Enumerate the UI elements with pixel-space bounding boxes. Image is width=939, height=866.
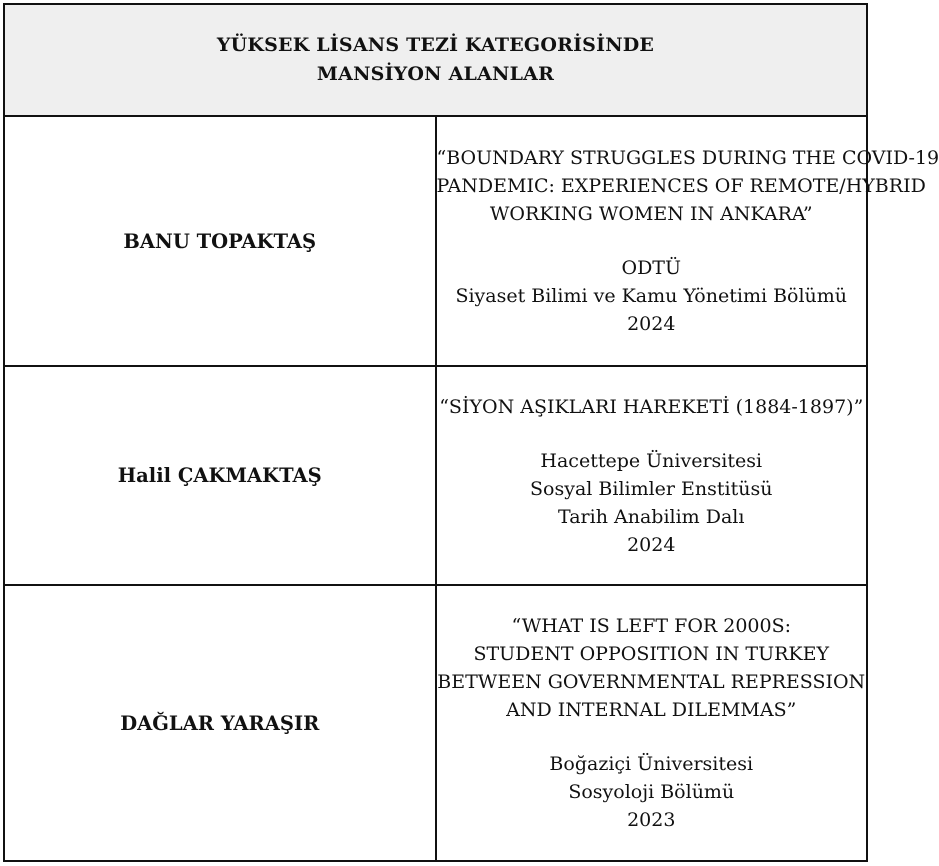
affiliation-line: 2024 — [627, 313, 676, 335]
thesis-title-line: WORKING WOMEN IN ANKARA” — [489, 203, 813, 225]
affiliation-line: Sosyoloji Bölümü — [568, 781, 735, 803]
table-row — [4, 116, 867, 366]
spacer — [437, 228, 867, 254]
page-title — [5, 31, 866, 89]
table-row — [4, 366, 867, 585]
award-table — [3, 3, 939, 862]
header-row — [4, 4, 867, 116]
recipient-name: DAĞLAR YARAŞIR — [4, 585, 436, 861]
thesis-title-line: AND INTERNAL DILEMMAS” — [506, 699, 797, 721]
spacer — [437, 724, 867, 750]
affiliation-line: Siyaset Bilimi ve Kamu Yönetimi Bölümü — [455, 285, 848, 307]
affiliation-line: 2024 — [627, 533, 676, 556]
affiliation-line: Tarih Anabilim Dalı — [558, 505, 745, 528]
affiliation-line: ODTÜ — [621, 257, 681, 279]
thesis-title-line: “BOUNDARY STRUGGLES DURING THE COVID-19 — [436, 147, 939, 169]
title-line: MANSİYON ALANLAR — [316, 63, 555, 85]
thesis-details — [436, 585, 868, 861]
table-row — [4, 585, 867, 861]
recipient-name: Halil ÇAKMAKTAŞ — [4, 366, 436, 585]
thesis-title-line: BETWEEN GOVERNMENTAL REPRESSION — [437, 671, 866, 693]
affiliation-line: 2023 — [627, 809, 676, 831]
title-line: YÜKSEK LİSANS TEZİ KATEGORİSİNDE — [216, 34, 655, 56]
spacer — [437, 421, 867, 447]
recipient-name: BANU TOPAKTAŞ — [4, 116, 436, 366]
thesis-details — [436, 366, 868, 585]
thesis-details — [436, 116, 939, 366]
header-cell — [4, 4, 867, 116]
thesis-title-line: “WHAT IS LEFT FOR 2000S: — [511, 615, 792, 637]
thesis-title-line: PANDEMIC: EXPERIENCES OF REMOTE/HYBRID — [436, 175, 926, 197]
thesis-title-line: STUDENT OPPOSITION IN TURKEY — [473, 643, 830, 665]
affiliation-line: Boğaziçi Üniversitesi — [549, 753, 754, 775]
affiliation-line: Hacettepe Üniversitesi — [540, 449, 763, 472]
affiliation-line: Sosyal Bilimler Enstitüsü — [530, 477, 773, 500]
thesis-title-line: “SİYON AŞIKLARI HAREKETİ (1884-1897)” — [439, 395, 864, 418]
